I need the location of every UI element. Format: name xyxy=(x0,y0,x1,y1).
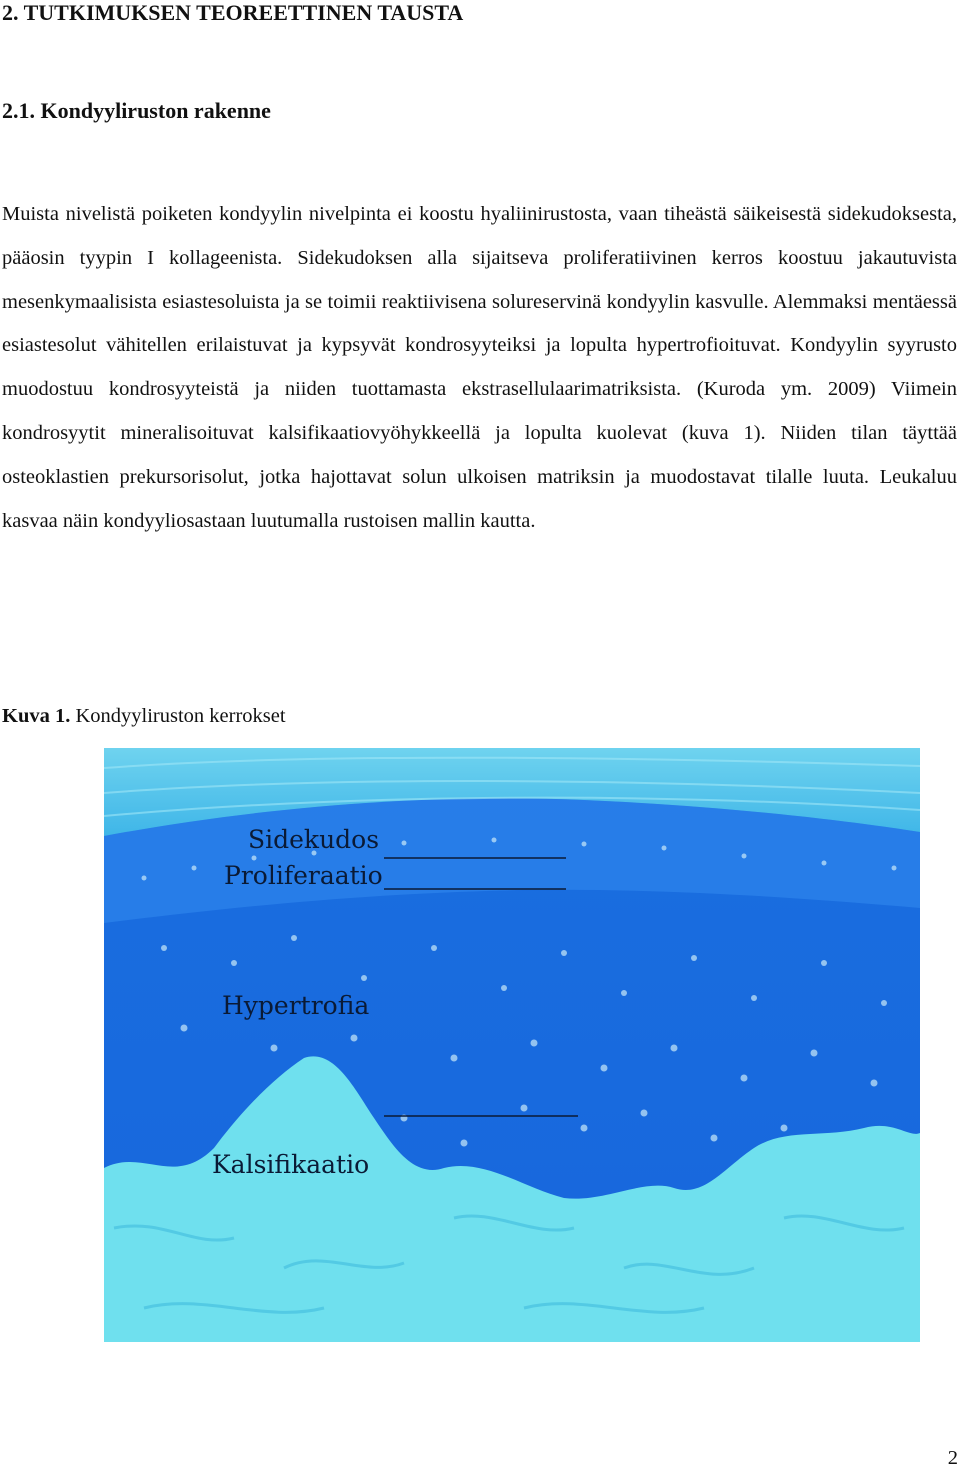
section-heading: 2.1. Kondyyliruston rakenne xyxy=(2,98,271,123)
cartilage-micrograph xyxy=(104,748,920,1342)
figure-caption-label: Kuva 1. xyxy=(2,705,71,727)
label-proliferaatio: Proliferaatio xyxy=(224,861,383,890)
page-number: 2 xyxy=(947,1447,958,1469)
label-sidekudos: Sidekudos xyxy=(248,825,380,854)
figure-caption-text: Kondyyliruston kerrokset xyxy=(70,705,286,727)
chapter-heading: 2. TUTKIMUKSEN TEOREETTINEN TAUSTA xyxy=(2,0,464,25)
label-kalsifikaatio: Kalsifikaatio xyxy=(212,1150,370,1179)
figure-caption xyxy=(2,703,286,729)
label-hypertrofia: Hypertrofia xyxy=(222,991,370,1020)
body-paragraph: Muista nivelistä poiketen kondyylin nivelpinta ei koostu hyaliinirustosta, vaan tiheästä säikeisestä sidekudoksesta, pääosin tyypin I kollageenista. Sidekudoksen alla sijaitseva proliferatiivinen kerros koostuu jakautuvista mesenkymaalisista esiastesoluista ja se toimii reaktiivisena solureservinä kondyylin kasvulle. Alemmaksi mentäessä esiastesolut vähitellen erilaistuvat ja kypsyvät kondrosyyteiksi ja lopulta hypertrofioituvat. Kondyylin syyrusto muodostuu kondrosyyteistä ja niiden tuottamasta ekstrasellulaarimatriksista. (Kuroda ym. 2009) Viimein kondrosyytit mineralisoituvat kalsifikaatiovyöhykkeellä ja lopulta kuolevat (kuva 1). Niiden tilan täyttää osteoklastien prekursorisolut, jotka hajottavat solun ulkoisen matriksin ja muodostavat tilalle luuta. Leukaluu kasvaa näin kondyyliosastaan luutumalla rustoisen mallin kautta. xyxy=(2,203,957,532)
